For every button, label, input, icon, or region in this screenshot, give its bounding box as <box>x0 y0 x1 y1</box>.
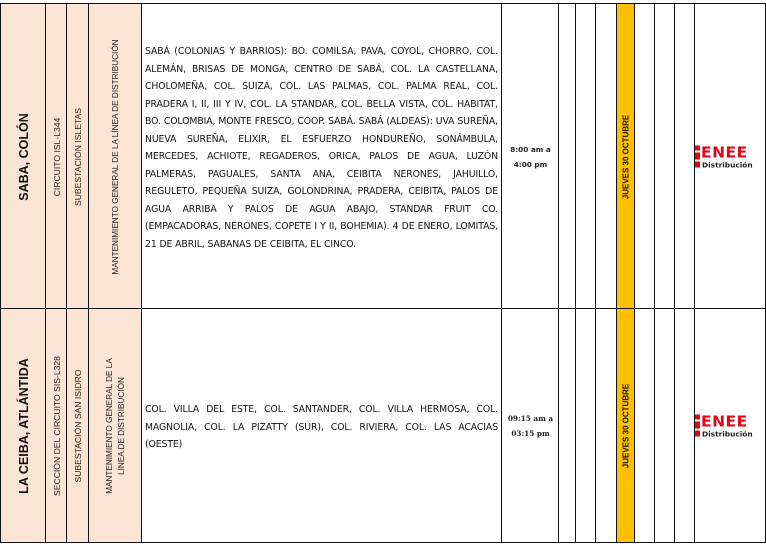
empty-cell <box>674 3 696 310</box>
enee-sub-mark-icon <box>694 431 700 437</box>
time-start: 09:15 am a <box>507 413 554 423</box>
circuit-cell <box>45 308 68 543</box>
date-cell <box>616 308 636 543</box>
logo-cell <box>694 308 766 543</box>
work-type-cell <box>88 308 143 543</box>
empty-cell <box>654 3 676 310</box>
time-end: 03:15 pm <box>511 428 550 438</box>
time-end: 4:00 pm <box>513 159 548 169</box>
empty-cell <box>674 308 696 543</box>
empty-cell <box>634 308 656 543</box>
circuit-label: CIRCUITO ISL-L344 <box>51 117 62 196</box>
enee-logo <box>694 413 766 438</box>
enee-sub-text: Distribución <box>702 160 753 169</box>
empty-cell <box>575 308 597 543</box>
enee-logo <box>694 144 766 169</box>
circuit-cell <box>45 3 68 310</box>
empty-cell <box>595 3 618 310</box>
affected-areas-text: SABÁ (COLONIAS Y BARRIOS): BO. COMILSA, PAVA, COYOL, CHORRO, COL. ALEMÁN, BRISAS DE MONGA, CENTRO DE SABÁ, COL. LA CASTELLANA, CHOLOMEÑA, COL. SUIZA, COL. LAS PALMAS, COL. PALMA REAL, COL. PRADERA I, II, III Y IV, COL. LA STANDAR, COL. BELLA VISTA, COL. HABITAT, BO. COLOMBIA, MONTE FRESCO, COOP. SABÁ. SABÁ (ALDEAS): UVA SUREÑA, NUEVA SUREÑA, ELIXIR, EL ESFUERZO HONDUREÑO, SONÁMBULA, MERCEDES, ACHIOTE, REGADEROS, ORICA, PALOS DE AGUA, LUZÓN PALMERAS, PAGUALES, SANTA ANA, CEIBITA NERONES, JAHUILLO, REGULETO, PEQUEÑA SUIZA, GOLONDRINA, PRADERA, CEIBITA, PALOS DE AGUA ARRIBA Y PALOS DE AGUA ABAJO, STANDAR FRUIT CO. (EMPACADORAS, NERONES, COPETE I Y II, BOHEMIA). 4 DE ENERO, LOMITAS, 21 DE ABRIL, SABANAS DE CEIBITA, EL CINCO. <box>145 46 498 250</box>
time-range <box>502 411 559 441</box>
work-type-cell <box>88 3 143 310</box>
enee-mark-icon <box>694 145 700 159</box>
enee-sub-text: Distribución <box>702 429 753 438</box>
enee-mark-icon <box>694 414 700 428</box>
substation-cell <box>66 3 90 310</box>
time-cell <box>501 308 560 543</box>
substation-cell <box>66 308 90 543</box>
empty-cell <box>634 3 656 310</box>
location-label: LA CEIBA, ATLÁNTIDA <box>16 357 31 494</box>
enee-brand-text: ENEE <box>701 412 748 430</box>
work-type-label: MANTENIMIENTO GENERAL DE LA LÍNEA DE DISTRIBUCIÓN <box>110 38 120 275</box>
empty-cell <box>595 308 618 543</box>
work-type-label: MANTENIMIENTO GENERAL DE LA LÍNEA DE DISTRIBUCIÓN <box>104 357 126 494</box>
substation-label: SUBESTACIÓN SAN ISIDRO <box>73 368 83 483</box>
logo-cell <box>694 3 766 310</box>
time-range <box>502 142 559 172</box>
affected-areas-cell <box>141 3 503 310</box>
time-cell <box>501 3 560 310</box>
affected-areas-cell <box>141 308 503 543</box>
empty-cell <box>575 3 597 310</box>
circuit-label: SECCIÓN DEL CIRCUITO SIS-L328 <box>51 355 62 496</box>
date-label: JUEVES 30 OCTUBRE <box>621 383 631 468</box>
location-cell <box>0 3 47 310</box>
enee-brand-text: ENEE <box>701 143 748 161</box>
date-label: JUEVES 30 OCTUBRE <box>621 114 631 199</box>
location-cell <box>0 308 47 543</box>
date-cell <box>616 3 636 310</box>
affected-areas-text: COL. VILLA DEL ESTE, COL. SANTANDER, COL. VILLA HERMOSA, COL. MAGNOLIA, COL. LA PIZATTY (SUR), COL. RIVIERA, COL. LAS ACACIAS (OESTE) <box>145 404 498 450</box>
time-start: 8:00 am a <box>510 144 551 154</box>
substation-label: SUBESTACIÓN ISLETAS <box>73 107 83 206</box>
empty-cell <box>654 308 676 543</box>
enee-sub-mark-icon <box>694 162 700 168</box>
location-label: SABA, COLÓN <box>16 112 31 201</box>
